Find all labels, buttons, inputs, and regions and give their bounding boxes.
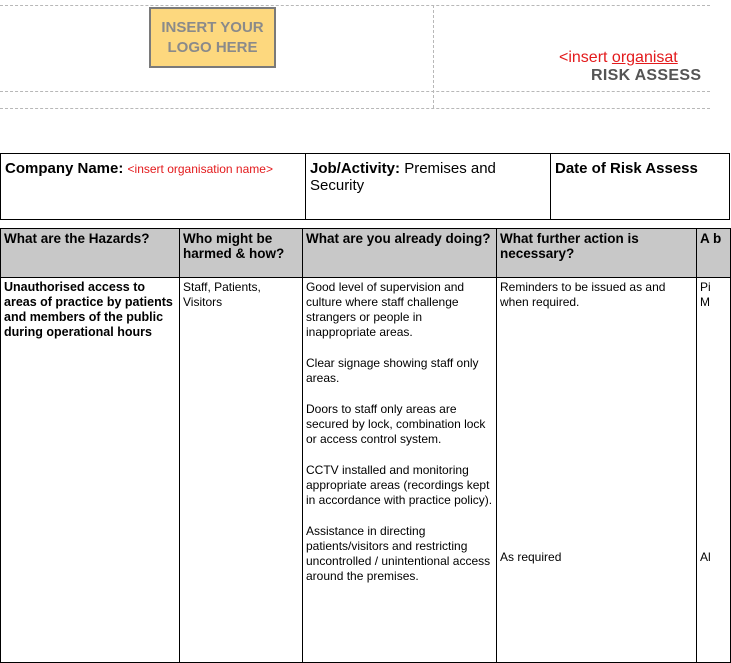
control-measure: Clear signage showing staff only areas. [306, 356, 479, 385]
header-further: What further action is necessary? [497, 229, 697, 278]
date-cell[interactable] [551, 154, 730, 220]
logo-line-1: INSERT YOUR [161, 18, 264, 36]
header-rule-mid [0, 91, 710, 92]
further-action-2: As required [500, 550, 562, 564]
header-rule-bottom [0, 108, 710, 109]
col5-text-a: Pi [700, 280, 711, 294]
logo-placeholder [149, 7, 276, 68]
logo-line-2: LOGO HERE [167, 38, 258, 56]
organisation-prefix: <insert [559, 49, 612, 66]
job-label: Job/Activity: [310, 160, 405, 177]
header-already: What are you already doing? [303, 229, 497, 278]
company-value: <insert organisation name> [127, 162, 273, 176]
col5-cell[interactable] [697, 278, 731, 663]
col5-text-b: M [700, 295, 710, 309]
header-col5: A b [697, 229, 731, 278]
hazard-cell[interactable]: Unauthorised access to areas of practice by patients and members of the public during operational hours [1, 278, 180, 663]
control-measure: Assistance in directing patients/visitors and restricting uncontrolled / unintentional access around the premises. [306, 524, 491, 583]
already-cell[interactable] [303, 278, 497, 663]
control-measure: CCTV installed and monitoring appropriate areas (recordings kept in accordance with practice policy). [306, 463, 493, 507]
header-rule-top [0, 5, 710, 6]
header-divider [433, 5, 434, 108]
who-cell[interactable]: Staff, Patients, Visitors [180, 278, 303, 663]
header-row [1, 229, 731, 278]
job-cell[interactable] [306, 154, 551, 220]
further-cell[interactable] [497, 278, 697, 663]
company-label: Company Name: [5, 160, 128, 177]
header-who: Who might be harmed & how? [180, 229, 303, 278]
info-table [0, 153, 730, 220]
organisation-underlined: organisat [611, 49, 678, 66]
date-label: Date of Risk Assess [555, 160, 698, 177]
col5-text-c: Al [700, 550, 711, 564]
table-row [1, 278, 731, 663]
further-action-1: Reminders to be issued as and when required. [500, 280, 666, 309]
job-value: Premises and Security [310, 160, 496, 194]
organisation-placeholder [559, 49, 678, 67]
header-hazards: What are the Hazards? [1, 229, 180, 278]
risk-table [0, 228, 731, 663]
company-cell[interactable] [1, 154, 306, 220]
risk-assessment-title: RISK ASSESS [591, 67, 702, 84]
control-measure: Good level of supervision and culture where staff challenge strangers or people in inappropriate areas. [306, 280, 465, 339]
control-measure: Doors to staff only areas are secured by lock, combination lock or access control system. [306, 402, 486, 446]
